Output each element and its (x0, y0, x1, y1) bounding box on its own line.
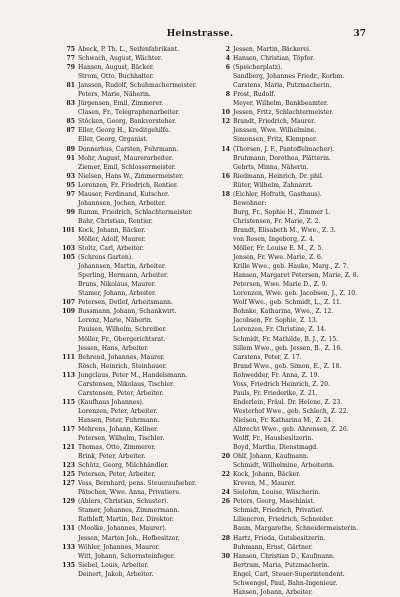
directory-entry (60, 145, 210, 154)
resident-entry: Stamer, Johann, Arbeiter. (78, 290, 157, 298)
resident-entry: Wolff, Fr., Hausbesitzerin. (233, 435, 314, 443)
resident-entry: (Moolke, Johannes, Maurer). (78, 525, 167, 533)
resident-entry: Ohlf, Johann, Kaufmann. (233, 453, 309, 461)
resident-entry: Rohwedder, Fr. Anna, Z. 19. (233, 371, 320, 379)
house-number: 22 (221, 471, 230, 479)
directory-entry (60, 425, 210, 434)
directory-entry (215, 461, 365, 470)
resident-entry: Baum, Margarethe, Schneidermeisterin. (233, 525, 359, 533)
resident-entry: Kock, Johann, Bäcker. (78, 226, 146, 234)
house-number: 24 (221, 489, 230, 497)
resident-entry: Ziemer, Emil, Schlossermeister. (78, 163, 176, 171)
resident-entry: Carstens, Peter, Z. 17. (233, 353, 302, 361)
directory-entry (215, 289, 365, 298)
directory-entry (215, 90, 365, 99)
resident-entry: Rösch, Heinrich, Steinhauer. (78, 362, 167, 370)
directory-entry (215, 416, 365, 425)
resident-entry: Schmidt, Fr. Mathilde, B. J., Z. 15. (233, 335, 339, 343)
directory-entry (60, 271, 210, 280)
directory-entry (60, 407, 210, 416)
resident-entry: von Rosen, Ingeborg, Z. 4. (233, 235, 315, 243)
directory-entry (215, 552, 365, 561)
directory-entry (60, 371, 210, 380)
resident-entry: Christensen, Fr. Marie, Z. 2. (233, 217, 321, 225)
resident-entry: Petersen, Wwe. Marie D., Z. 9. (233, 281, 328, 289)
resident-entry: Sielohm, Louise, Wäscherin. (233, 489, 321, 497)
resident-entry: Schmidt, Wilhelmine, Arbeiterin. (233, 462, 335, 470)
directory-entry (60, 190, 210, 199)
directory-entry (215, 325, 365, 334)
directory-entry (215, 344, 365, 353)
resident-entry: Bertram, Maria, Putzmacherin. (233, 561, 330, 569)
house-number: 79 (66, 64, 75, 72)
resident-entry: Lorenzen, Peter, Arbeiter. (78, 407, 158, 415)
directory-entry (60, 344, 210, 353)
resident-entry: Möller, Adolf, Maurer. (78, 235, 146, 243)
resident-entry: Stöcken, Georg, Bankvorsteher. (78, 118, 177, 126)
resident-entry: Westerhof Wwe., geb. Schlech, Z. 22. (233, 407, 349, 415)
resident-entry: Janssen, Rudolf, Schuhmachermeister. (78, 82, 197, 90)
directory-entry (60, 63, 210, 72)
directory-entry (60, 244, 210, 253)
page-header (0, 29, 400, 41)
directory-entry (215, 506, 365, 515)
directory-entry (60, 316, 210, 325)
directory-entry (60, 81, 210, 90)
directory-entry (215, 181, 365, 190)
resident-entry: Bohnke, Katharina, Wwe., Z. 12. (233, 308, 334, 316)
house-number: 115 (62, 398, 75, 406)
directory-entry (60, 135, 210, 144)
resident-entry: Jessen, Marten Joh., Hofbesitzer. (78, 534, 180, 542)
directory-entry (60, 45, 210, 54)
resident-entry: Brandt, Elisabeth M., Wwe., Z. 3. (233, 226, 336, 234)
directory-entry (215, 54, 365, 63)
resident-entry: Mehrens, Johann, Kellner. (78, 425, 159, 433)
directory-entry (60, 552, 210, 561)
directory-entry (60, 117, 210, 126)
directory-entry (215, 135, 365, 144)
directory-entry (60, 380, 210, 389)
directory-entry (215, 524, 365, 533)
directory-entry (215, 262, 365, 271)
house-number: 97 (66, 190, 75, 198)
directory-entry (215, 253, 365, 262)
directory-entry (215, 154, 365, 163)
house-number: 85 (66, 118, 75, 126)
resident-entry: Strom, Otto, Buchhalter. (78, 73, 154, 81)
directory-entry (215, 235, 365, 244)
house-number: 95 (66, 181, 75, 189)
directory-entry (215, 497, 365, 506)
directory-entry (60, 389, 210, 398)
resident-entry: Witt, Johann, Schornsteinfeger. (78, 552, 175, 560)
house-number: 135 (62, 561, 75, 569)
directory-entry (60, 226, 210, 235)
resident-entry: Kreven, M., Maurer. (233, 480, 296, 488)
house-number: 131 (62, 525, 75, 533)
directory-entry (60, 416, 210, 425)
resident-entry: Albrecht Wwe., geb. Ahrensen, Z. 26. (233, 425, 349, 433)
directory-entry (215, 470, 365, 479)
directory-entry (60, 99, 210, 108)
resident-entry: Riedmann, Heinrich, Dr. phil. (233, 172, 324, 180)
resident-entry: Lorenzen, Fr. Friedrich, Rentier. (78, 181, 179, 189)
resident-entry: Carstensen, Peter, Arbeiter. (78, 389, 164, 397)
resident-entry: Voss, Bernhard, pens. Steueraufseher. (78, 480, 197, 488)
house-number: 93 (66, 172, 75, 180)
directory-entry (215, 190, 365, 199)
directory-entry (60, 208, 210, 217)
resident-entry: Brandt, Friedrich, Maurer. (233, 118, 316, 126)
directory-entry (60, 335, 210, 344)
house-number: 20 (221, 453, 230, 461)
resident-entry: Wolf Wwe., geb. Schmidt, L., Z. 11. (233, 299, 342, 307)
directory-entry (215, 515, 365, 524)
house-number: 26 (221, 498, 230, 506)
resident-entry: Rathleff, Martin, Bez. Direktor. (78, 516, 174, 524)
house-number: 111 (62, 353, 75, 361)
house-number: 103 (62, 245, 75, 253)
directory-entry (60, 90, 210, 99)
directory-entry (60, 470, 210, 479)
resident-entry: Boyd, Martha, Dienstmagd. (233, 444, 319, 452)
directory-entry (215, 126, 365, 135)
directory-entry (215, 543, 365, 552)
directory-entry (60, 108, 210, 117)
directory-entry (60, 398, 210, 407)
directory-entry (215, 443, 365, 452)
directory-entry (215, 271, 365, 280)
house-number: 99 (66, 208, 75, 216)
resident-entry: Simonsen, Fritz, Klempner. (233, 136, 318, 144)
directory-entry (215, 398, 365, 407)
directory-entry (60, 289, 210, 298)
house-number: 18 (221, 190, 230, 198)
directory-entry (60, 452, 210, 461)
directory-entry (60, 506, 210, 515)
resident-entry: Peters, Marie, Näherin. (78, 91, 151, 99)
directory-entry (60, 126, 210, 135)
resident-entry: Hansen, Margaret Petersen, Marie, Z. 8. (233, 272, 359, 280)
directory-entry (215, 63, 365, 72)
resident-entry: Siebel, Louis, Arbeiter. (78, 561, 149, 569)
resident-entry: (Thorsen, J. F., Pantoffelmacher). (233, 145, 335, 153)
directory-entry (60, 325, 210, 334)
resident-entry: Gehrts, Minna, Näherin. (233, 163, 309, 171)
left-column (60, 45, 210, 579)
directory-entry (60, 307, 210, 316)
directory-entry (215, 561, 365, 570)
house-number: 2 (225, 46, 230, 53)
resident-entry: Thomas, Otto, Zimmerer. (78, 444, 156, 452)
resident-entry: Wöhler, Johannes, Maurer. (78, 543, 160, 551)
directory-entry (60, 515, 210, 524)
house-number: 105 (62, 254, 75, 262)
directory-entry (215, 434, 365, 443)
directory-entry (215, 335, 365, 344)
house-number: 12 (221, 118, 230, 126)
directory-entry (60, 181, 210, 190)
directory-entry (60, 54, 210, 63)
directory-entry (60, 163, 210, 172)
resident-entry: Liliencron, Friedrich, Schneider. (233, 516, 334, 524)
resident-entry: (Kaufhaus Johannes). (78, 398, 144, 406)
resident-entry: Jürgensen, Emil, Zimmerer. (78, 100, 164, 108)
resident-entry: Jacobsen, Fr. Sophie, Z. 13. (233, 317, 318, 325)
house-number: 127 (62, 480, 75, 488)
directory-entry (215, 316, 365, 325)
resident-entry: (Eichler, Hofrath, Gasthaus). (233, 190, 322, 198)
house-number: 117 (62, 425, 75, 433)
directory-entry (215, 371, 365, 380)
directory-entry (60, 434, 210, 443)
resident-entry: Hansen, Christian D., Kaufmann. (233, 552, 335, 560)
resident-entry: (Ahlers, Christian, Schuster). (78, 498, 169, 506)
house-number: 4 (225, 55, 230, 63)
resident-entry: Johannsen, Martin, Arbeiter. (78, 263, 167, 271)
directory-entry (215, 298, 365, 307)
resident-entry: Abeck, P. Th. L., Seifenfabrikant. (78, 46, 180, 53)
house-number: 81 (66, 82, 75, 90)
resident-entry: Bruhmann, Dorothea, Plätterin. (233, 154, 331, 162)
resident-entry: Jungclaus, Peter M., Handelsmann. (78, 371, 188, 379)
resident-entry: Bussmann, Johann, Schankwirt. (78, 308, 177, 316)
resident-entry: Johannsen, Jochen, Arbeiter. (78, 199, 166, 207)
resident-entry: (Speicherplatz). (233, 64, 283, 72)
directory-entry (60, 280, 210, 289)
directory-entry (215, 588, 365, 597)
resident-entry: Carstensen, Nikolaus, Tischler. (78, 380, 175, 388)
directory-entry (60, 362, 210, 371)
directory-entry (60, 217, 210, 226)
house-number: 10 (221, 109, 230, 117)
directory-entry (215, 217, 365, 226)
directory-entry (60, 172, 210, 181)
resident-entry: (Schrens Garten). (78, 254, 134, 262)
directory-entry (60, 488, 210, 497)
resident-entry: Bruns, Nikolaus, Maurer. (78, 281, 156, 289)
resident-entry: Jessen, Hans, Arbeiter. (78, 344, 149, 352)
resident-entry: Petersen, Detlef, Arbeitsmann. (78, 299, 173, 307)
page-number: 37 (353, 29, 366, 39)
resident-entry: Voss, Friedrich Heinrich, Z. 20. (233, 380, 330, 388)
house-number: 75 (66, 46, 75, 53)
house-number: 8 (225, 91, 230, 99)
resident-entry: Brink, Peter, Arbeiter. (78, 453, 146, 461)
directory-entry (215, 353, 365, 362)
resident-entry: Pauls, Fr. Friederike, Z. 21. (233, 389, 318, 397)
resident-entry: Jessen, Martin, Bäckerei. (233, 46, 311, 53)
resident-entry: Hansen, Christian, Töpfer. (233, 55, 315, 63)
directory-entry (215, 199, 365, 208)
resident-entry: Brand Wwe., geb. Simon, E., Z. 18. (233, 362, 342, 370)
directory-entry (60, 154, 210, 163)
house-number: 91 (66, 154, 75, 162)
resident-entry: Petersen, Peter, Arbeiter. (78, 471, 156, 479)
directory-entry (215, 307, 365, 316)
resident-entry: Nielsen, Fr. Katharina M., Z. 24. (233, 416, 334, 424)
directory-entry (60, 72, 210, 81)
resident-entry: Jessen, Fritz, Schlachtermeister. (233, 109, 334, 117)
resident-entry: Kock, Johann, Bäcker. (233, 471, 301, 479)
resident-entry: Krille Wwe., geb. Hauke, Marg., Z. 7. (233, 263, 349, 271)
directory-entry (215, 117, 365, 126)
directory-entry (215, 407, 365, 416)
house-number: 14 (221, 145, 230, 153)
resident-entry: Stoltz, Carl, Arbeiter. (78, 245, 144, 253)
resident-entry: Schmidt, Friedrich, Privatier. (233, 507, 324, 515)
directory-entry (215, 280, 365, 289)
resident-entry: Bahr, Christian, Rentier. (78, 217, 153, 225)
resident-entry: Behrend, Johannes, Maurer. (78, 353, 165, 361)
resident-entry: Stamer, Johannes, Zimmermann. (78, 507, 180, 515)
resident-entry: Schwach, August, Wächter. (78, 55, 163, 63)
resident-entry: Mohr, August, Maurerarbeiter. (78, 154, 174, 162)
resident-entry: Meyer, Wilhelm, Bankbeamter. (233, 100, 329, 108)
directory-entry (60, 235, 210, 244)
house-number: 89 (66, 145, 75, 153)
resident-entry: Donnerhus, Carsten, Fuhrmann. (78, 145, 179, 153)
resident-entry: Deinert, Jakob, Arbeiter. (78, 570, 154, 578)
house-number: 107 (62, 299, 75, 307)
directory-entry (215, 570, 365, 579)
house-number: 83 (66, 100, 75, 108)
directory-entry (60, 199, 210, 208)
directory-entry (215, 81, 365, 90)
directory-entry (60, 524, 210, 533)
directory-entry (215, 479, 365, 488)
house-number: 123 (62, 462, 75, 470)
directory-entry (60, 561, 210, 570)
directory-entry (215, 362, 365, 371)
resident-entry: Nielsen, Hans W., Zimmermeister. (78, 172, 184, 180)
house-number: 87 (66, 127, 75, 135)
house-number: 121 (62, 444, 75, 452)
resident-entry: Jenssen, Wwe. Wilhelmine. (233, 127, 317, 135)
directory-entry (60, 262, 210, 271)
resident-entry: Hansen, Peter, Fuhrmann. (78, 416, 160, 424)
directory-entry (60, 497, 210, 506)
resident-entry: Sandberg, Johannes Friedr., Korbm. (233, 73, 345, 81)
resident-entry: Lorenzen, Wwe. geb. Jacobsen, J., Z. 10. (233, 290, 358, 298)
resident-entry: Hansen, August, Bäcker. (78, 64, 155, 72)
resident-entry: Rumm, Friedrich, Schlachtermeister. (78, 208, 193, 216)
directory-entry (60, 534, 210, 543)
resident-entry: Burg, Fr., Sophie H., Zimmer 1. (233, 208, 331, 216)
house-number: 28 (221, 534, 230, 542)
resident-entry: Buhmann, Ernst, Gärtner. (233, 543, 313, 551)
resident-entry: Hansen, Johann, Arbeiter. (233, 588, 313, 596)
directory-entry (215, 380, 365, 389)
directory-entry (215, 534, 365, 543)
house-number: 113 (62, 371, 75, 379)
directory-entry (60, 298, 210, 307)
house-number: 77 (66, 55, 75, 63)
resident-entry: Enderlein, Fräul. Dr. Helene, Z. 23. (233, 398, 343, 406)
resident-entry: Lorenzen, Fr. Christine, Z. 14. (233, 326, 327, 334)
resident-entry: Eller, Georg H., Kreditgehilfe. (78, 127, 171, 135)
directory-entry (215, 226, 365, 235)
resident-entry: Paulsen, Wilhelm, Schreiber. (78, 326, 167, 334)
directory-entry (215, 579, 365, 588)
resident-entry: Schütz, Georg, Milchhändler. (78, 462, 169, 470)
directory-entry (215, 99, 365, 108)
resident-entry: Frost, Rudolf. (233, 91, 276, 99)
directory-entry (60, 479, 210, 488)
resident-entry: Lorenz, Marie, Näherin. (78, 317, 153, 325)
house-number: 129 (62, 498, 75, 506)
house-number: 133 (62, 543, 75, 551)
directory-entry (215, 244, 365, 253)
directory-entry (215, 163, 365, 172)
house-number: 6 (225, 64, 230, 72)
directory-entry (215, 452, 365, 461)
resident-entry: Schwengel, Paul, Bahn-Ingenieur. (233, 579, 338, 587)
house-number: 30 (221, 552, 230, 560)
house-number: 125 (62, 471, 75, 479)
directory-entry (60, 253, 210, 262)
resident-entry: Möller, Fr. Louise E. M., Z. 5. (233, 245, 324, 253)
house-number: 109 (62, 308, 75, 316)
directory-entry (215, 72, 365, 81)
directory-entry (60, 461, 210, 470)
resident-entry: Sperling, Hermann, Arbeiter. (78, 272, 169, 280)
resident-entry: Peters, Georg, Maschinist. (233, 498, 315, 506)
directory-entry (215, 172, 365, 181)
resident-entry: Eller, Georg, Organist. (78, 136, 148, 144)
directory-entry (215, 488, 365, 497)
resident-entry: Hartz, Frieda, Gutsbesitzerin. (233, 534, 326, 542)
resident-entry: Petersen, Wilhelm, Tischler. (78, 435, 165, 443)
resident-entry: Engel, Carl, Steuer-Superintendent. (233, 570, 345, 578)
directory-entry (215, 145, 365, 154)
resident-entry: Mauser, Ferdinand, Kutscher. (78, 190, 170, 198)
directory-entry (215, 208, 365, 217)
house-number: 101 (62, 226, 75, 234)
directory-entry (60, 570, 210, 579)
directory-entry (60, 443, 210, 452)
directory-entry (215, 45, 365, 54)
resident-entry: Jensen, Fr. Wwe. Marie, Z. 6. (233, 254, 323, 262)
directory-entry (215, 108, 365, 117)
resident-entry: Clasen, Fr., Telegraphenarbeiter. (78, 109, 180, 117)
street-title: Heinstrasse. (166, 29, 234, 39)
resident-entry: Möller, Fr., Obergerichtsrat. (78, 335, 166, 343)
resident-entry: Rüter, Wilhelm, Zahnarzt. (233, 181, 313, 189)
directory-entry (60, 353, 210, 362)
directory-entry (215, 425, 365, 434)
resident-entry: Sillem Wwe., geb. Jessen, B., Z. 16. (233, 344, 343, 352)
resident-entry: Carstens, Maria, Putzmacherin. (233, 82, 332, 90)
right-column (215, 45, 365, 597)
house-number: 16 (221, 172, 230, 180)
resident-entry: Bewohner: (233, 199, 267, 207)
directory-entry (60, 543, 210, 552)
resident-entry: Pätschen, Wwe. Anna, Privatiere. (78, 489, 181, 497)
directory-entry (215, 389, 365, 398)
